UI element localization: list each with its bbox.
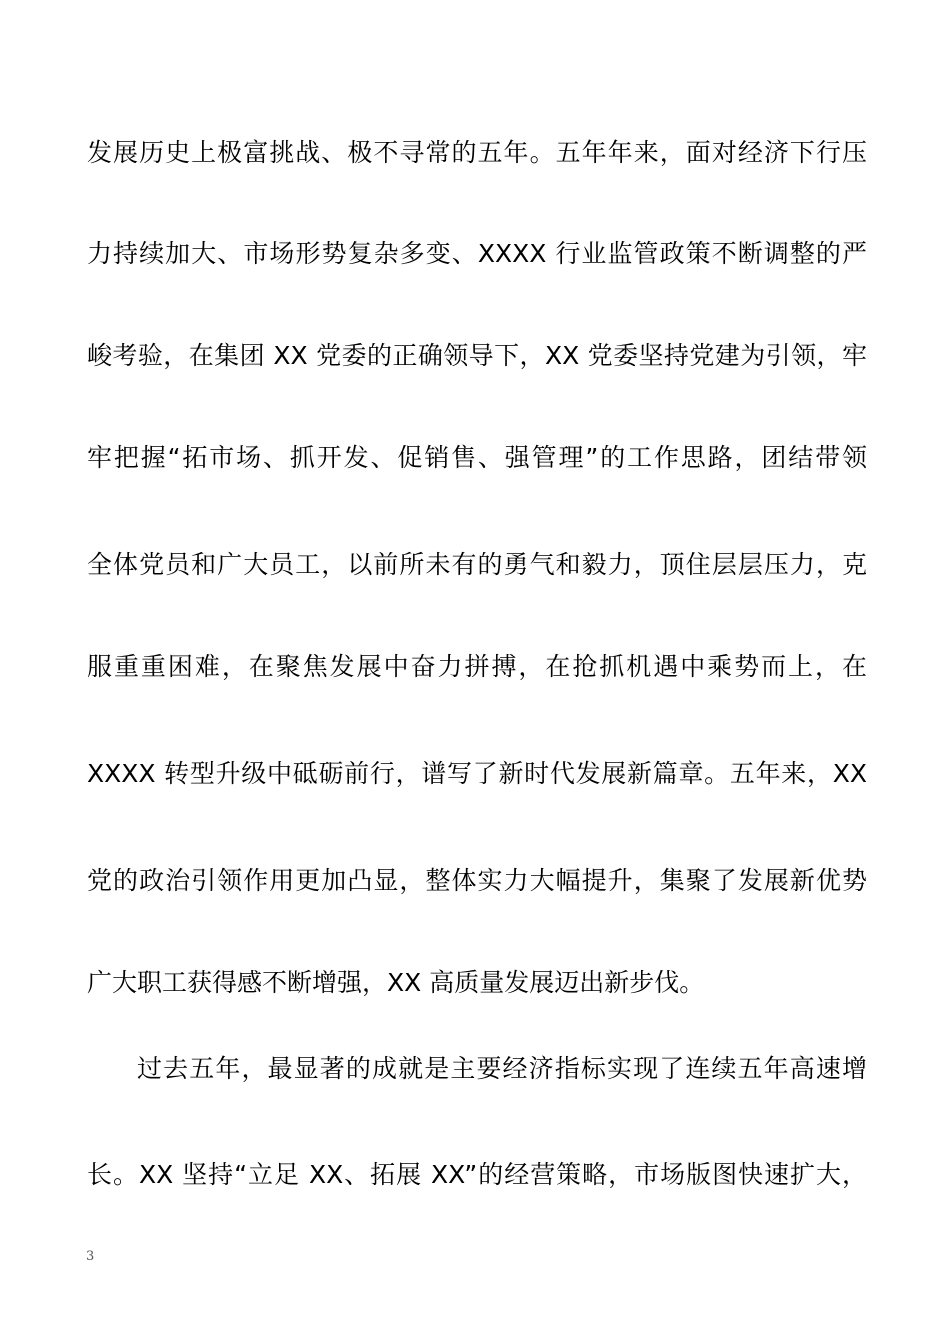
paragraph-line: XXXX 转型升级中砥砺前行，谱写了新时代发展新篇章。五年来，XX — [87, 759, 867, 788]
paragraph-line-indented: 过去五年，最显著的成就是主要经济指标实现了连续五年高速增 — [137, 1054, 867, 1083]
paragraph-line: 力持续加大、市场形势复杂多变、XXXX 行业监管政策不断调整的严 — [87, 239, 867, 268]
paragraph-line: 长。XX 坚持“立足 XX、拓展 XX”的经营策略，市场版图快速扩大， — [87, 1160, 867, 1189]
paragraph-line: 发展历史上极富挑战、极不寻常的五年。五年年来，面对经济下行压 — [87, 138, 867, 167]
page-number: 3 — [86, 1249, 95, 1264]
paragraph-line: 服重重困难，在聚焦发展中奋力拼搏，在抢抓机遇中乘势而上，在 — [87, 652, 867, 681]
paragraph-line: 党的政治引领作用更加凸显，整体实力大幅提升，集聚了发展新优势 — [87, 866, 867, 895]
paragraph-line: 峻考验，在集团 XX 党委的正确领导下，XX 党委坚持党建为引领，牢 — [87, 341, 867, 370]
paragraph-line: 全体党员和广大员工，以前所未有的勇气和毅力，顶住层层压力，克 — [87, 550, 867, 579]
paragraph-line-last: 广大职工获得感不断增强，XX 高质量发展迈出新步伐。 — [87, 968, 705, 997]
paragraph-line: 牢把握“拓市场、抓开发、促销售、强管理”的工作思路，团结带领 — [87, 443, 867, 472]
